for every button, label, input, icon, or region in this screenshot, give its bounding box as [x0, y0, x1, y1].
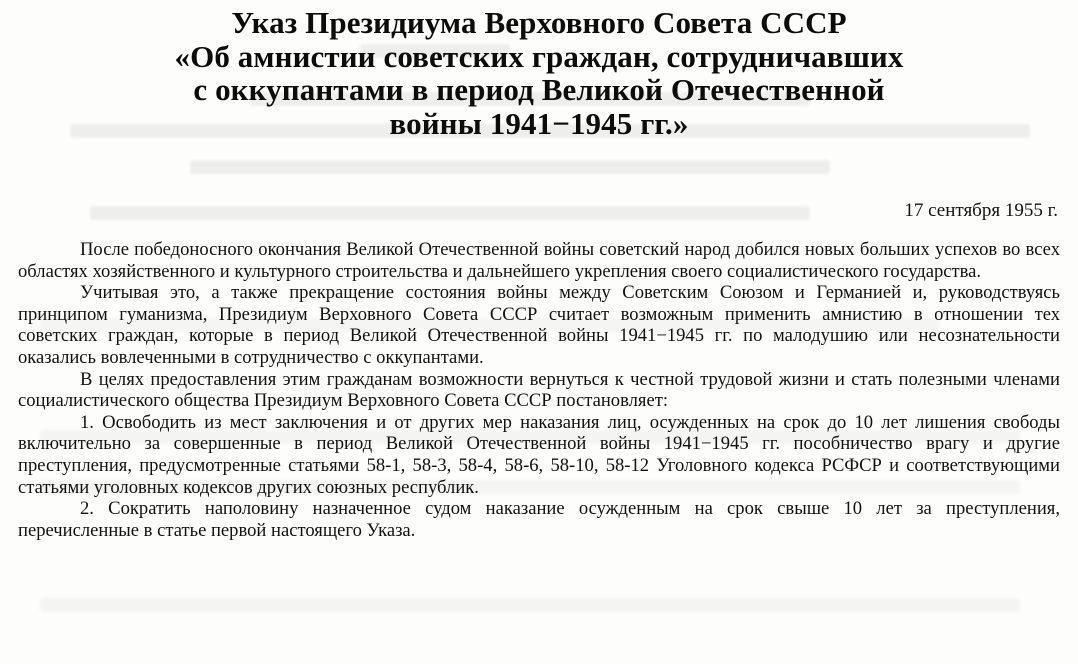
- title-line: Указ Президиума Верховного Совета СССР: [231, 5, 847, 40]
- title-line: с оккупантами в период Великой Отечественной: [193, 72, 885, 107]
- paragraph: В целях предоставления этим гражданам возможности вернуться к честной трудовой жизни и стать полезными членами социалистического общества Президиум Верховного Совета СССР постановляет:: [18, 368, 1060, 412]
- bleed-through-line: [90, 206, 810, 220]
- document-title: [0, 6, 1078, 140]
- paragraph: После победоносного окончания Великой Отечественной войны советский народ добился новых больших успехов во всех областях хозяйственного и культурного строительства и дальнейшего укрепления своего социалистического государства.: [18, 239, 1060, 282]
- bleed-through-line: [40, 598, 1020, 612]
- paragraph: Учитывая это, а также прекращение состояния войны между Советским Союзом и Германией и, руководствуясь принципом гуманизма, Президиум Верховного Совета СССР считает возможным применить амнистию в отношении тех советских граждан, которые в период Великой Отечественной войны 1941−1945 гг. по малодушию или несознательности оказались вовлеченными в сотрудничество с оккупантами.: [18, 282, 1060, 368]
- title-line: «Об амнистии советских граждан, сотрудничавших: [174, 38, 904, 74]
- title-line: войны 1941−1945 гг.»: [389, 105, 689, 141]
- document-date: 17 сентября 1955 г.: [904, 200, 1058, 221]
- decree-item: 2. Сократить наполовину назначенное судом наказание осужденным на срок свыше 10 лет за преступления, перечисленные в статье первой настоящего Указа.: [18, 498, 1060, 541]
- document-body: [18, 239, 1060, 541]
- decree-item: 1. Освободить из мест заключения и от других мер наказания лиц, осужденных на срок до 10 лет лишения свободы включительно за совершенные в период Великой Отечественной войны 1941−1945 гг. пособничество врагу и другие преступления, предусмотренные статьями 58-1, 58-3, 58-4, 58-6, 58-10, 58-12 Уголовного кодекса РСФСР и соответствующими статьями уголовных кодексов других союзных республик.: [18, 411, 1060, 498]
- bleed-through-line: [190, 160, 830, 174]
